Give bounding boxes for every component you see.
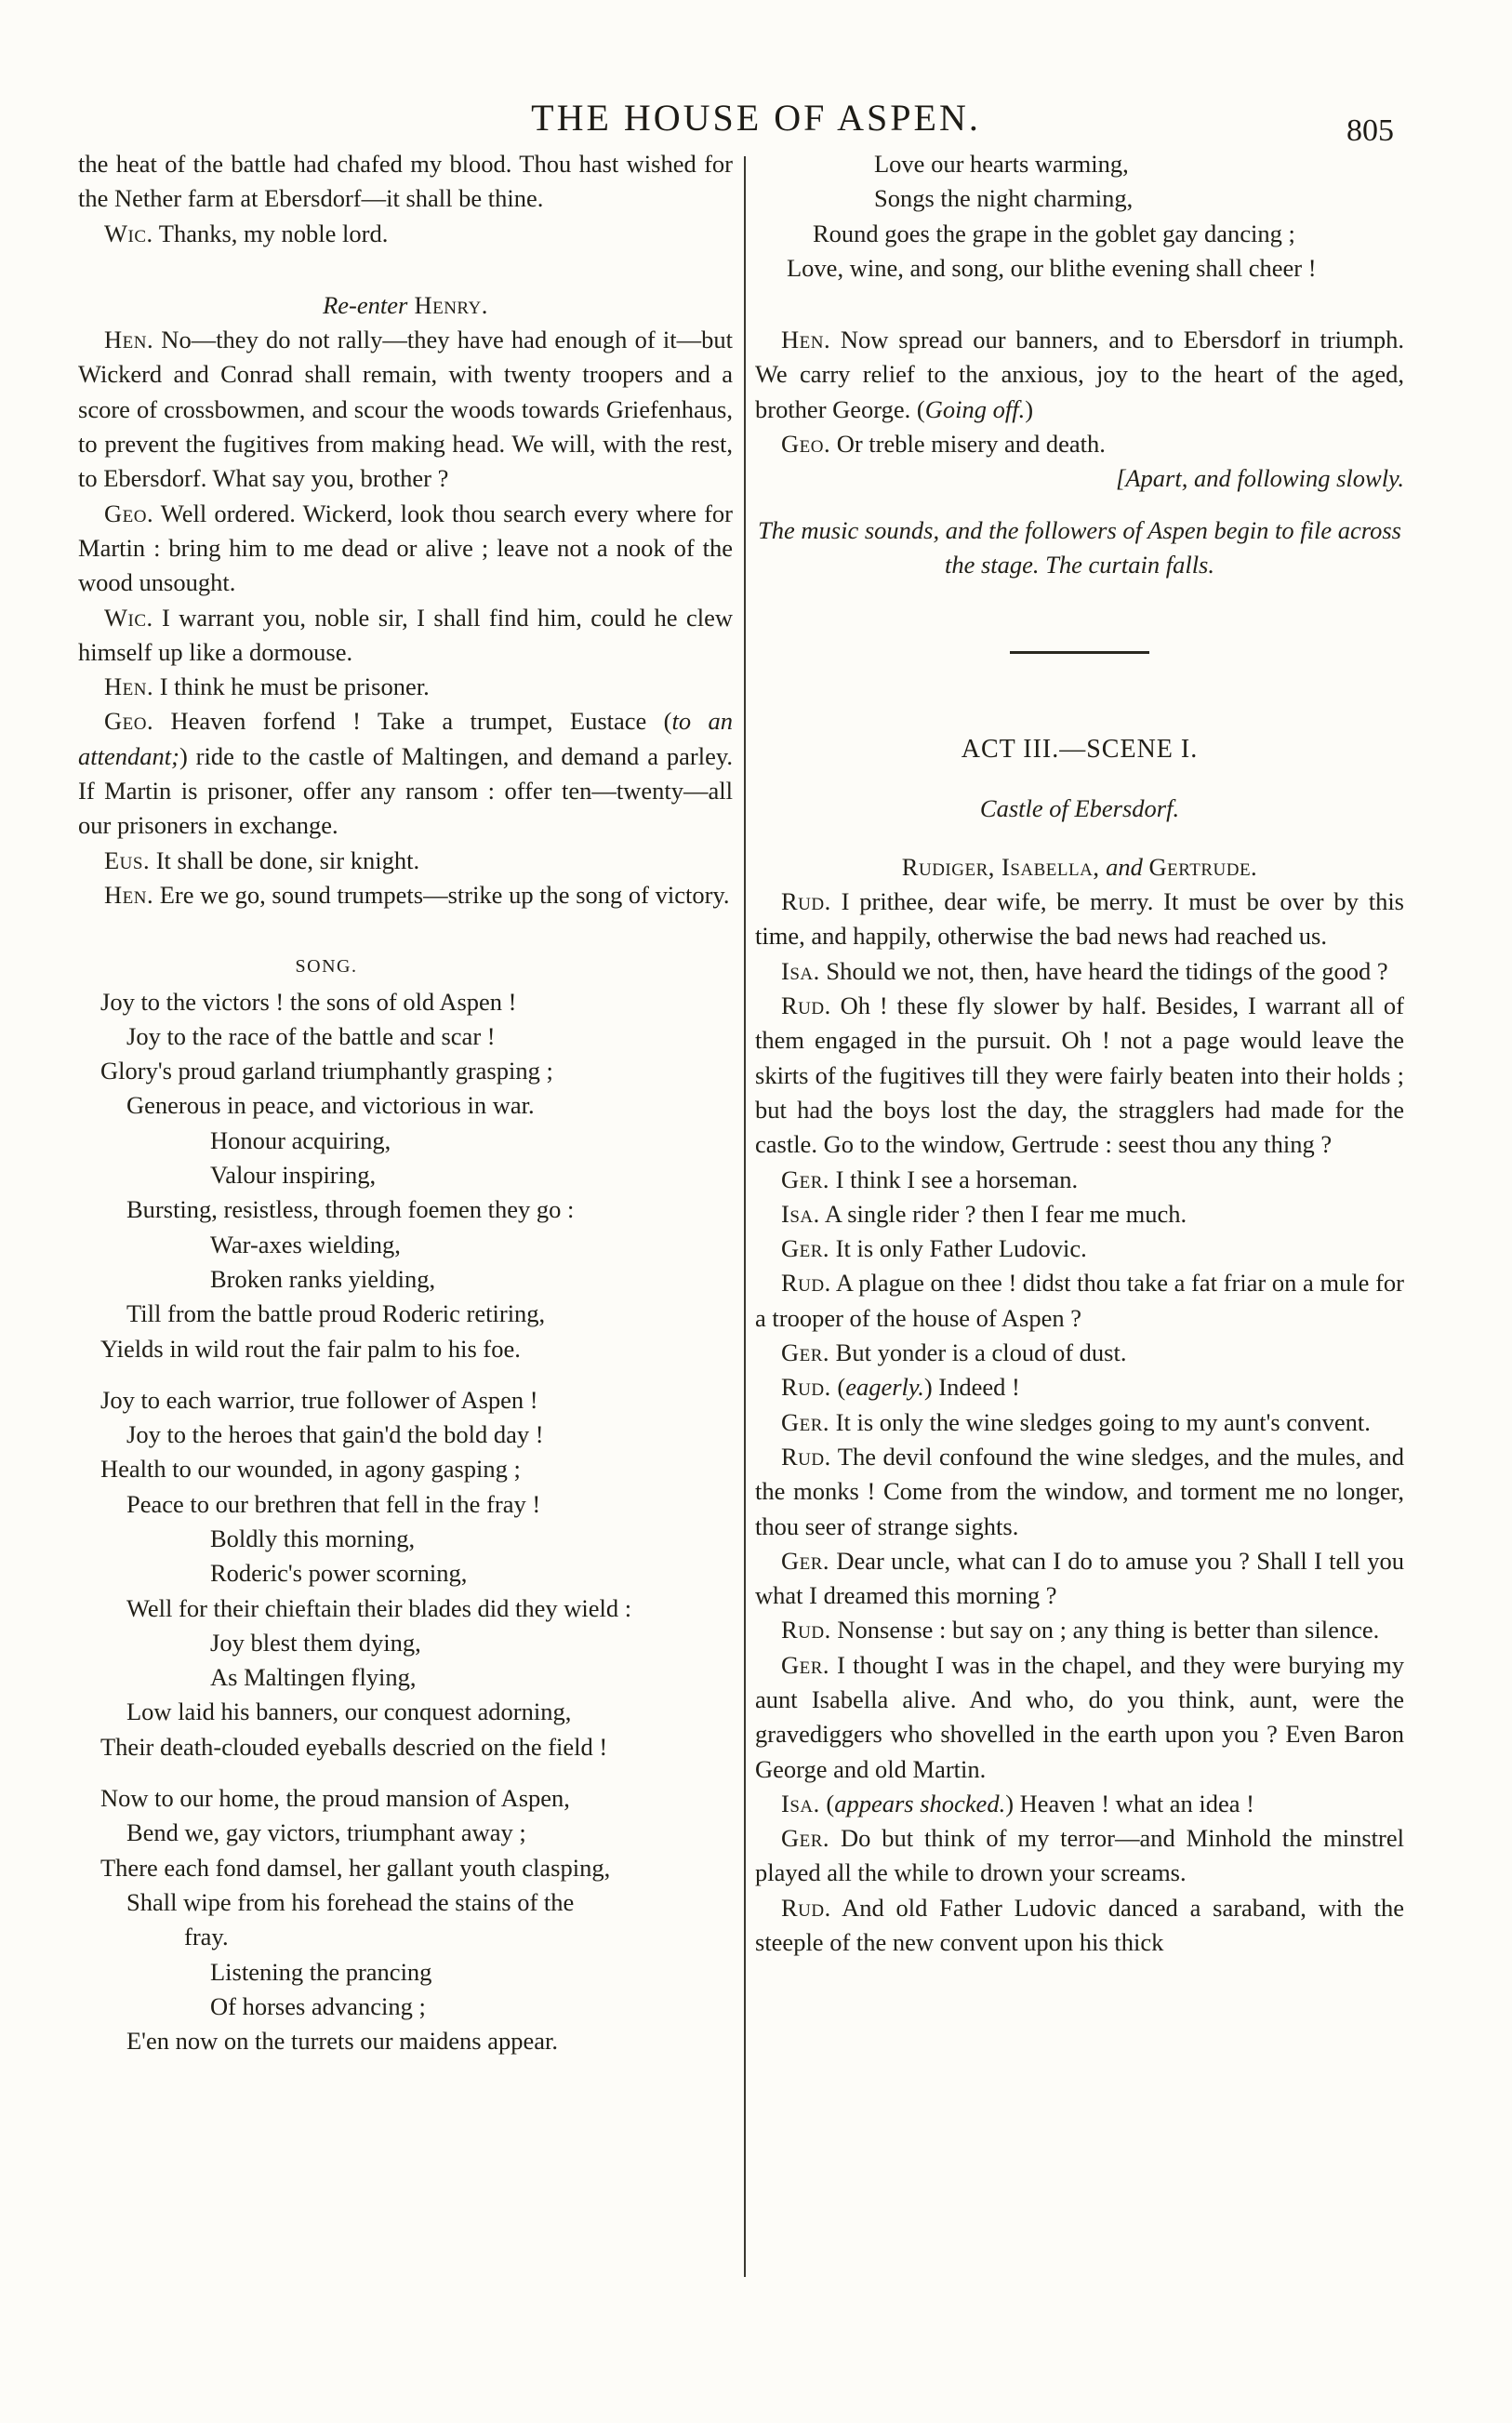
speech: Hen. No—they do not rally—they have had enough of it—but Wickerd and Conrad shall remain, with twenty troopers and a score of crossbowmen, and scour the woods towards Griefenhaus, to prevent the fugitives from making head. We will, with the rest, to Ebersdorf. What say you, brother ?	[78, 326, 733, 493]
verse-line: As Maltingen flying,	[210, 1663, 417, 1692]
left-column	[78, 147, 733, 2058]
verse-line: Till from the battle proud Roderic retiring,	[126, 1299, 546, 1328]
verse-line: Now to our home, the proud mansion of Aspen,	[100, 1784, 570, 1813]
verse-line: Love our hearts warming,	[874, 150, 1129, 178]
speech: Ger. It is only Father Ludovic.	[781, 1234, 1087, 1263]
speaker: Rud.	[781, 887, 831, 916]
verse-line: E'en now on the turrets our maidens appear.	[126, 2027, 558, 2056]
verse-line: Their death-clouded eyeballs descried on the field !	[100, 1732, 608, 1761]
verse-line: Well for their chieftain their blades did they wield :	[126, 1593, 632, 1622]
speech: Rud. Oh ! these fly slower by half. Besides, I warrant all of them engaged in the pursuit. Oh ! not a page would leave the skirts of the fugitives till they were fairly beaten into their holds ; but had the boys lost the day, the stragglers had made for the castle. Go to the window, Gertrude : seest thou any thing ?	[755, 992, 1404, 1159]
speaker: Rud.	[781, 1442, 831, 1471]
verse-line: Low laid his banners, our conquest adorning,	[126, 1697, 572, 1726]
verse-line: Glory's proud garland triumphantly grasping ;	[100, 1057, 553, 1085]
verse-line: Broken ranks yielding,	[210, 1264, 436, 1293]
speaker: Ger.	[781, 1234, 830, 1263]
speech: Hen. Ere we go, sound trumpets—strike up the song of victory.	[104, 880, 730, 909]
speech: Hen. I think he must be prisoner.	[104, 672, 430, 701]
speaker: Ger.	[781, 1407, 830, 1436]
verse-line: There each fond damsel, her gallant youth clasping,	[100, 1853, 611, 1882]
speech: Rud. A plague on thee ! didst thou take a fat friar on a mule for a trooper of the house of Aspen ?	[755, 1269, 1404, 1332]
speaker: Eus.	[104, 845, 151, 874]
verse-line: Roderic's power scorning,	[210, 1559, 468, 1588]
characters-list: Rudiger, Isabella, and Gertrude.	[901, 852, 1258, 881]
verse-line: Health to our wounded, in agony gasping ;	[100, 1455, 521, 1484]
speech: Ger. Dear uncle, what can I do to amuse you ? Shall I tell you what I dreamed this morning ?	[755, 1546, 1404, 1610]
speech: Ger. I thought I was in the chapel, and they were burying my aunt Isabella alive. And who, do you think, aunt, were the gravediggers who shovelled in the earth upon you ? Even Baron George and old Martin.	[755, 1650, 1404, 1783]
speech: Ger. Do but think of my terror—and Minhold the minstrel played all the while to drown your screams.	[755, 1824, 1404, 1887]
paragraph: the heat of the battle had chafed my blood. Thou hast wished for the Nether farm at Ebersdorf—it shall be thine.	[78, 150, 733, 213]
verse-line: Joy to the heroes that gain'd the bold day !	[126, 1420, 544, 1449]
verse-line: Bursting, resistless, through foemen they go :	[126, 1195, 575, 1224]
stage-direction: [Apart, and following slowly.	[1116, 464, 1404, 493]
speaker: Wic.	[104, 219, 153, 247]
verse-line: Joy to the race of the battle and scar !	[126, 1021, 496, 1050]
verse-line: Joy to each warrior, true follower of Aspen !	[100, 1385, 538, 1414]
speaker: Hen.	[781, 326, 831, 354]
speaker: Hen.	[104, 672, 154, 701]
speech: Hen. Now spread our banners, and to Ebersdorf in triumph. We carry relief to the anxious, joy to the heart of the aged, brother George. (Going off.)	[755, 326, 1404, 423]
verse-line: Listening the prancing	[210, 1957, 432, 1986]
speech: Ger. But yonder is a cloud of dust.	[781, 1338, 1127, 1367]
speech: Isa. (appears shocked.) Heaven ! what an idea !	[781, 1789, 1255, 1817]
speech: Ger. I think I see a horseman.	[781, 1165, 1079, 1193]
verse-line: Yields in wild rout the fair palm to his foe.	[100, 1334, 521, 1363]
speech: Geo. Heaven forfend ! Take a trumpet, Eustace (to an attendant;) ride to the castle of Maltingen, and demand a parley. If Martin is prisoner, offer any ransom : offer ten—twenty—all our prisoners in exchange.	[78, 707, 733, 840]
speaker: Geo.	[781, 430, 831, 459]
song-verse-2	[78, 1383, 733, 1764]
song-verse-4	[755, 147, 1404, 286]
speaker: Ger.	[781, 1165, 830, 1193]
speech: Wic. Thanks, my noble lord.	[104, 219, 389, 247]
stage-direction: Re-enter Henry.	[323, 290, 488, 319]
speaker: Ger.	[781, 1824, 830, 1853]
speech: Isa. A single rider ? then I fear me much.	[781, 1199, 1187, 1228]
verse-line: Shall wipe from his forehead the stains of the	[126, 1887, 575, 1916]
speaker: Isa.	[781, 1199, 820, 1228]
verse-line: Bend we, gay victors, triumphant away ;	[126, 1818, 526, 1847]
speech: Wic. I warrant you, noble sir, I shall find him, could he clew himself up like a dormouse.	[78, 603, 733, 666]
verse-line: Round goes the grape in the goblet gay dancing ;	[813, 219, 1295, 247]
speaker: Rud.	[781, 1373, 831, 1402]
verse-line: Boldly this morning,	[210, 1524, 416, 1552]
verse-line: Valour inspiring,	[210, 1161, 377, 1190]
verse-line: Peace to our brethren that fell in the fray !	[126, 1489, 541, 1518]
speaker: Wic.	[104, 603, 153, 632]
speaker: Rud.	[781, 1616, 831, 1644]
speech: Geo. Or treble misery and death.	[781, 430, 1106, 459]
verse-line: Honour acquiring,	[210, 1125, 391, 1154]
speech: Ger. It is only the wine sledges going to my aunt's convent.	[781, 1407, 1371, 1436]
speech: Rud. The devil confound the wine sledges, and the mules, and the monks ! Come from the window, and torment me no longer, thou seer of strange sights.	[755, 1442, 1404, 1540]
speaker: Ger.	[781, 1546, 830, 1575]
verse-line: Songs the night charming,	[874, 184, 1134, 213]
speaker: Isa.	[781, 1789, 820, 1817]
running-head: THE HOUSE OF ASPEN.	[531, 97, 981, 139]
speech: Rud. And old Father Ludovic danced a saraband, with the steeple of the new convent upon his thick	[755, 1893, 1404, 1957]
verse-line: fray.	[184, 1923, 229, 1951]
verse-line: Generous in peace, and victorious in war.	[126, 1091, 535, 1120]
speech: Rud. (eagerly.) Indeed !	[781, 1373, 1020, 1402]
verse-line: Of horses advancing ;	[210, 1991, 426, 2020]
speech: Rud. I prithee, dear wife, be merry. It must be over by this time, and happily, otherwise the bad news had reached us.	[755, 887, 1404, 951]
speech: Isa. Should we not, then, have heard the tidings of the good ?	[781, 956, 1388, 985]
speaker: Ger.	[781, 1650, 830, 1679]
column-divider	[744, 156, 746, 2277]
speaker: Rud.	[781, 1893, 831, 1922]
speaker: Rud.	[781, 992, 831, 1020]
speech: Rud. Nonsense : but say on ; any thing is better than silence.	[781, 1616, 1380, 1644]
speaker: Hen.	[104, 880, 154, 909]
act-heading: ACT III.—SCENE I.	[961, 735, 1199, 765]
speech: Geo. Well ordered. Wickerd, look thou search every where for Martin : bring him to me dead or alive ; leave not a nook of the wood unsought.	[78, 499, 733, 597]
speaker: Ger.	[781, 1338, 830, 1367]
speaker: Isa.	[781, 956, 820, 985]
song-heading: SONG.	[295, 956, 358, 978]
verse-line: Love, wine, and song, our blithe evening shall cheer !	[787, 253, 1317, 282]
verse-line: War-axes wielding,	[210, 1230, 401, 1258]
speech: Eus. It shall be done, sir knight.	[104, 845, 420, 874]
speaker: Geo.	[104, 707, 154, 736]
song-verse-3	[78, 1781, 733, 2058]
verse-line: Joy to the victors ! the sons of old Aspen !	[100, 987, 517, 1016]
song-verse-1	[78, 985, 733, 1366]
stage-direction: The music sounds, and the followers of Aspen begin to file across the stage. The curtain falls.	[758, 515, 1401, 579]
speaker: Geo.	[104, 499, 154, 527]
page-number: 805	[1346, 113, 1394, 148]
speaker: Rud.	[781, 1269, 831, 1298]
verse-line: Joy blest them dying,	[210, 1628, 421, 1657]
speaker: Hen.	[104, 326, 154, 354]
scene-location: Castle of Ebersdorf.	[979, 793, 1180, 822]
right-column	[755, 147, 1404, 1960]
